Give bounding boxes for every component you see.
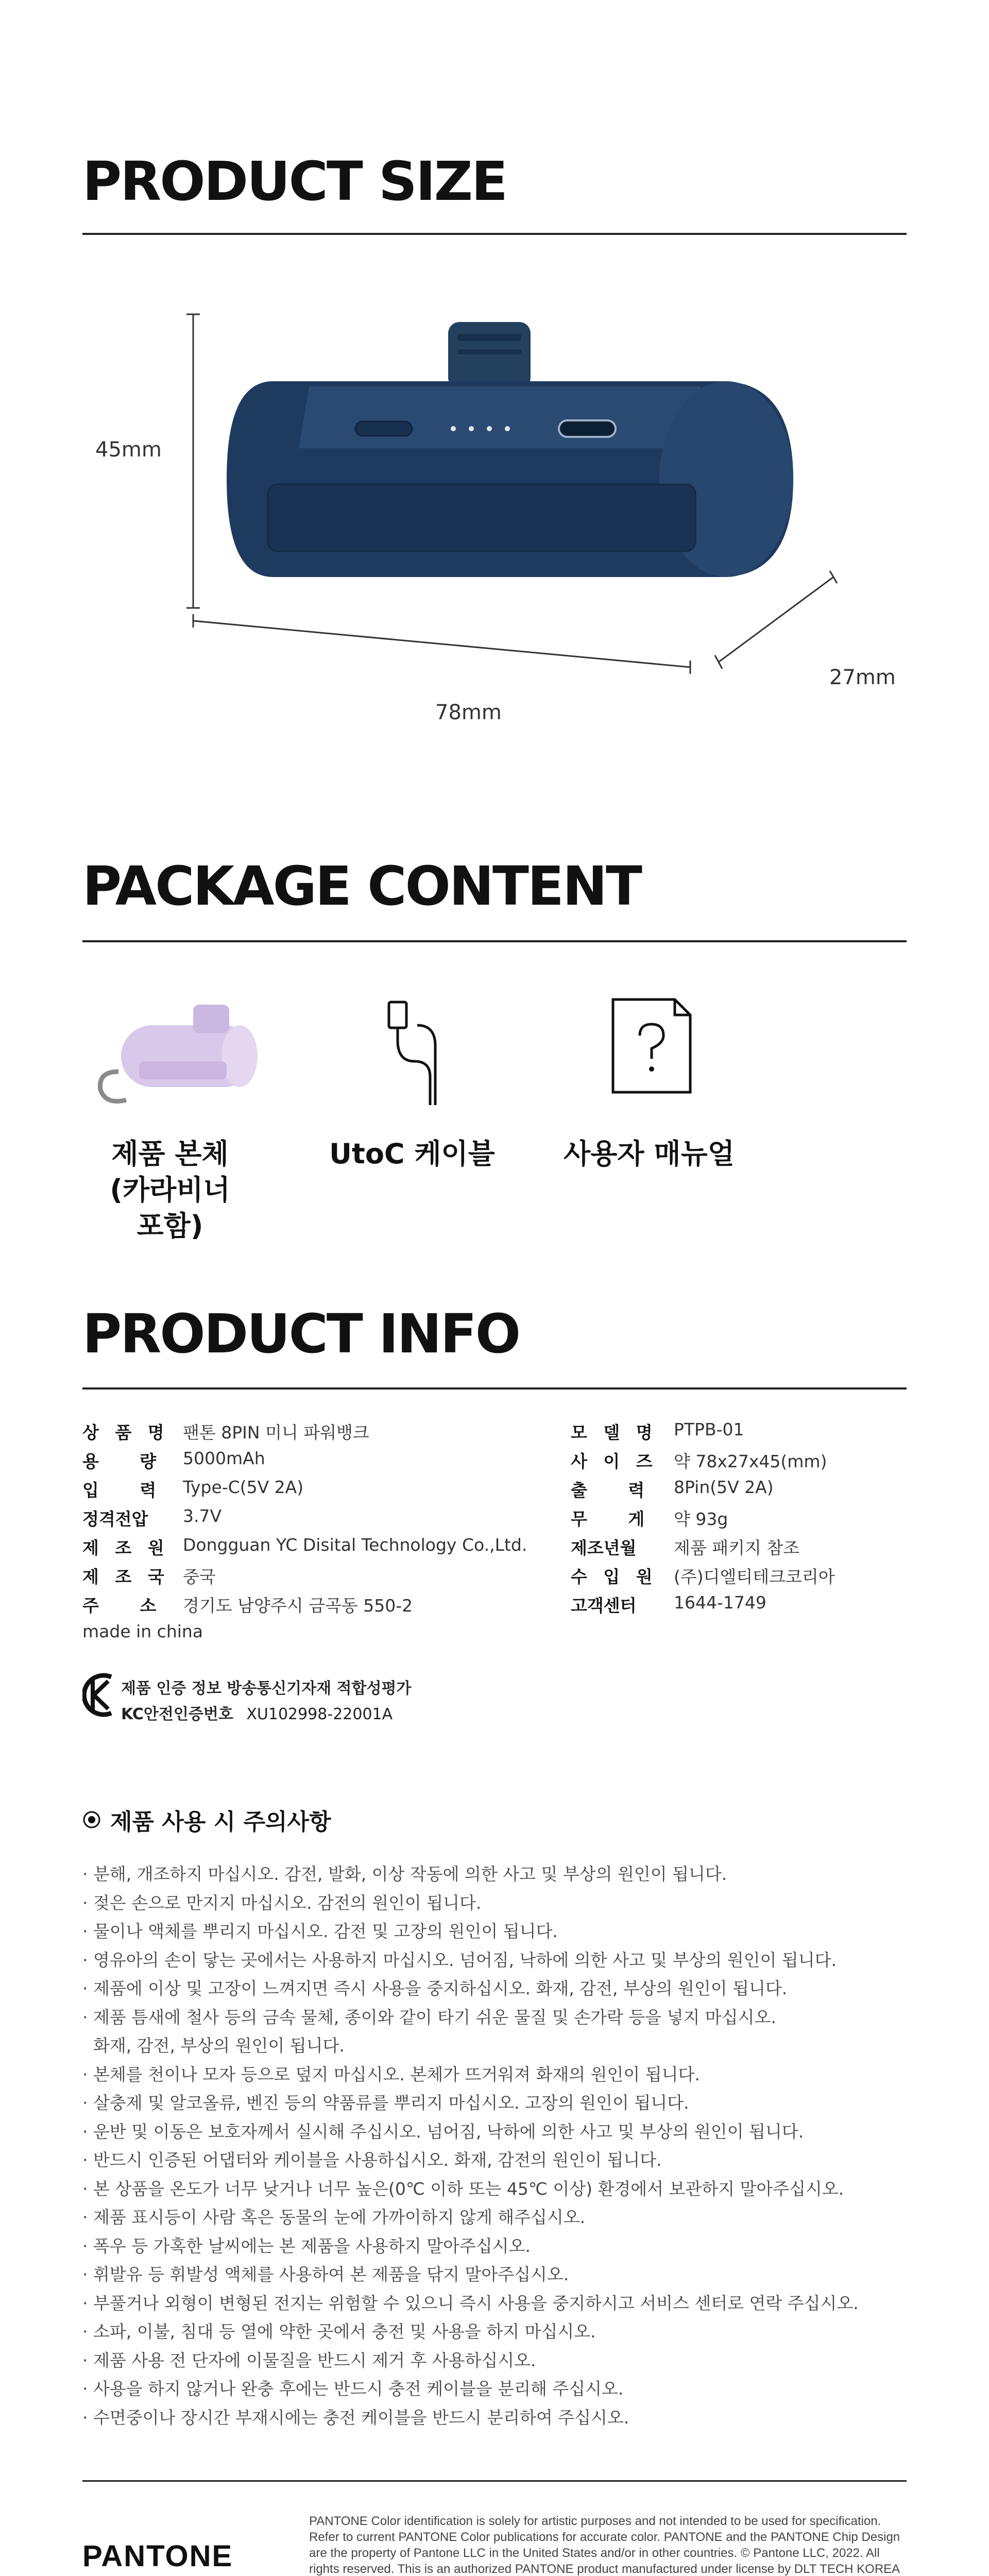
package-item-manual: 사용자 매뉴얼 [564,1138,735,1170]
caution-item: · 반드시 인증된 어댑터와 케이블을 사용하십시오. 화재, 감전의 원인이 됩니다. [82,2150,662,2170]
info-value: 5000mAh [183,1448,265,1468]
length-dimension: 78mm [435,701,502,724]
package-item-body [93,1136,247,1245]
pantone-disclaimer: PANTONE Color identification is solely for artistic purposes and not intended to be used for specification. Refer to current PANTONE Color publications for accurate color. PANTONE and the PANTONE Chip Design are the property of Pantone LLC in the United States and/or in other countries. © Pantone LLC, 2022. All rights reserved. This is an authorized PANTONE product manufactured under license by DLT TECH KOREA [309,2514,900,2576]
caution-item: · 운반 및 이동은 보호자께서 실시해 주십시오. 넘어짐, 낙하에 의한 사고 및 부상의 원인이 됩니다. [82,2121,804,2142]
usb-c-port [559,420,616,437]
caution-title [82,1803,331,1836]
cert-number-line [121,1701,393,1724]
info-value: 약 93g [674,1509,728,1529]
info-row-manufacturer [82,1535,527,1559]
caution-list [82,1860,927,2432]
info-row-weight [571,1506,728,1530]
cert-number: XU102998-22001A [246,1705,393,1723]
power-button [355,421,412,436]
info-key: 제조년월 [571,1538,637,1558]
caution-item: · 휘발유 등 휘발성 액체를 사용하여 본 제품을 닦지 말아주십시오. [82,2264,569,2284]
cert-label: KC안전인증번호 [121,1705,233,1723]
info-key: 용 량 [82,1451,174,1471]
package-item-cable: UtoC 케이블 [329,1138,495,1170]
caution-item: 화재, 감전, 부상의 원인이 됩니다. [82,2036,345,2056]
info-value: 경기도 남양주시 금곡동 550-2 [183,1596,413,1616]
pantone-divider [82,2480,907,2482]
info-value: (주)디엘티테크코리아 [674,1567,835,1587]
info-key: 출 력 [571,1480,662,1500]
info-row-voltage [82,1506,222,1530]
caution-item: · 제품에 이상 및 고장이 느껴지면 즉시 사용을 중지하십시오. 화재, 감전, 부상의 원인이 됩니다. [82,1978,788,1998]
info-value: 팬톤 8PIN 미니 파워뱅크 [183,1422,369,1443]
caution-item: · 본 상품을 온도가 너무 낮거나 너무 높은(0℃ 이하 또는 45℃ 이상) 환경에서 보관하지 말아주십시오. [82,2178,844,2199]
connector-nub [448,322,531,389]
front-groove [268,484,695,551]
info-key: 주 소 [82,1596,174,1616]
caution-title-text: 제품 사용 시 주의사항 [110,1809,331,1835]
target-bullet-icon [82,1810,101,1829]
info-value: 약 78x27x45(mm) [674,1451,827,1471]
info-key: 무 게 [571,1509,662,1529]
info-key: 수 입 원 [571,1567,658,1587]
caution-item: · 물이나 액체를 뿌리지 마십시오. 감전 및 고장의 원인이 됩니다. [82,1921,558,1941]
info-key: 제 조 원 [82,1538,169,1558]
info-row-size [571,1448,827,1472]
product-info-title: PRODUCT INFO [82,1302,520,1365]
info-row-importer [571,1564,835,1588]
package-divider [82,940,907,942]
info-key: 상 품 명 [82,1422,169,1443]
caution-item: · 소파, 이불, 침대 등 열에 약한 곳에서 충전 및 사용을 하지 마십시오. [82,2321,596,2342]
info-row-address [82,1592,413,1617]
info-value: Type-C(5V 2A) [183,1477,304,1497]
caution-item: · 수면중이나 장시간 부재시에는 충전 케이블을 반드시 분리하여 주십시오. [82,2407,629,2428]
cable-icon [379,994,451,1108]
product-size-title: PRODUCT SIZE [82,150,507,213]
info-value: PTPB-01 [674,1419,744,1439]
caution-item: · 부풀거나 외형이 변형된 전지는 위험할 수 있으니 즉시 사용을 중지하시고 서비스 센터로 연락 주십시오. [82,2293,859,2313]
info-value: 8Pin(5V 2A) [674,1477,774,1497]
info-value: Dongguan YC Disital Technology Co.,Ltd. [183,1535,527,1555]
caution-item: · 젖은 손으로 만지지 마십시오. 감전의 원인이 됩니다. [82,1892,482,1913]
caution-item: · 제품 표시등이 사람 혹은 동물의 눈에 가까이하지 않게 해주십시오. [82,2207,586,2227]
pantone-logo: PANTONE [82,2539,233,2573]
info-row-customer-center [571,1592,766,1617]
product-size-divider [82,233,907,235]
caution-item: · 본체를 천이나 모자 등으로 덮지 마십시오. 본체가 뜨거워져 화재의 원인이 됩니다. [82,2064,700,2084]
info-key: 제 조 국 [82,1567,169,1587]
caution-item: · 제품 틈새에 철사 등의 금속 물체, 종이와 같이 타기 쉬운 물질 및 손가락 등을 넣지 마십시오. [82,2007,776,2027]
kc-mark-icon [82,1672,115,1718]
info-value: 제품 패키지 참조 [674,1538,800,1558]
info-made-in: made in china [82,1621,203,1641]
info-key: 모 델 명 [571,1422,658,1443]
info-row-model [571,1419,744,1444]
info-row-country [82,1564,216,1588]
package-item-body-line1: 제품 본체 [111,1138,229,1170]
info-row-date [571,1535,800,1559]
power-bank-lavender-icon [77,1005,263,1108]
info-value: 중국 [183,1567,216,1587]
info-row-product-name [82,1419,369,1444]
info-key: 사 이 즈 [571,1451,658,1471]
info-row-input [82,1477,304,1501]
info-key: 고객센터 [571,1596,637,1616]
info-value: 3.7V [183,1506,222,1526]
info-key: 정격전압 [82,1509,148,1529]
depth-dimension: 27mm [829,666,896,689]
info-key: 입 력 [82,1480,174,1500]
manual-icon [608,994,695,1097]
package-content-title: PACKAGE CONTENT [82,855,641,918]
info-row-capacity [82,1448,265,1472]
caution-item: · 사용을 하지 않거나 완충 후에는 반드시 충전 케이블을 분리해 주십시오. [82,2379,624,2399]
product-info-divider [82,1387,907,1389]
cert-info-line: 제품 인증 정보 방송통신기자재 적합성평가 [121,1680,412,1698]
package-item-body-line2: (카라비너 포함) [110,1174,230,1243]
info-value: 1644-1749 [674,1592,766,1613]
height-dimension: 45mm [95,438,162,462]
caution-item: · 살충제 및 알코올류, 벤진 등의 약품류를 뿌리지 마십시오. 고장의 원인이 됩니다. [82,2093,689,2113]
caution-item: · 영유아의 손이 닿는 곳에서는 사용하지 마십시오. 넘어짐, 낙하에 의한 사고 및 부상의 원인이 됩니다. [82,1950,837,1970]
caution-item: · 분해, 개조하지 마십시오. 감전, 발화, 이상 작동에 의한 사고 및 부상의 원인이 됩니다. [82,1864,727,1884]
caution-item: · 폭우 등 가혹한 날씨에는 본 제품을 사용하지 말아주십시오. [82,2235,531,2256]
info-row-output [571,1477,774,1501]
caution-item: · 제품 사용 전 단자에 이물질을 반드시 제거 후 사용하십시오. [82,2350,536,2370]
